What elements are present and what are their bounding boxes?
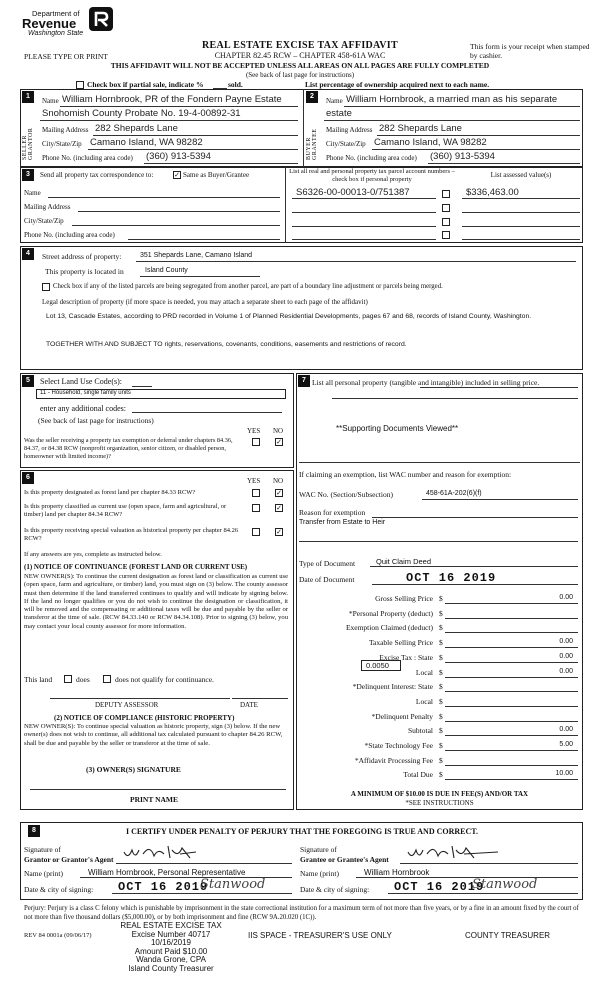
personal-property-checkbox[interactable] [442, 190, 450, 198]
historic-question: Is this property receiving special valuation as historical property per chapter 84.26 RCW? [24, 527, 239, 542]
personal-property-checkbox[interactable] [442, 231, 450, 239]
assessed-value[interactable]: $336,463.00 [466, 187, 519, 198]
same-as-buyer-label: Same as Buyer/Grantee [183, 171, 250, 179]
historic-no-checkbox[interactable]: ✓ [276, 528, 282, 536]
print-name-label: PRINT NAME [130, 795, 178, 804]
stamp-line: 10/16/2019 [150, 938, 192, 947]
logo-dept: Department of [32, 9, 80, 18]
grantor-print-name[interactable]: William Hornbrook, Personal Representative [88, 868, 246, 877]
parcel-number[interactable]: S6326-00-00013-0/751387 [296, 187, 410, 198]
tax-row-value[interactable]: 0.00 [559, 667, 573, 675]
does-label: does [76, 675, 90, 684]
supporting-docs-note[interactable]: **Supporting Documents Viewed** [336, 424, 459, 433]
buyer-city-label: City/State/Zip [326, 140, 366, 148]
land-use-value: 11 - Household, single family units [40, 390, 131, 396]
located-label: This property is located in [45, 267, 124, 276]
legal-description[interactable]: Lot 13, Cascade Estates, according to PRD recorded in Volume 1 of Planned Residential Developments, pages 67 and 68, records of Island County, Washington. [46, 313, 532, 320]
tax-row-currency: $ [439, 608, 443, 618]
partial-sale-label: Check box if partial sale, indicate % [87, 80, 204, 89]
tax-row-label: Gross Selling Price [375, 594, 433, 603]
current-use-no-checkbox[interactable]: ✓ [276, 504, 282, 512]
notice-compliance-body: NEW OWNER(S): To continue special valuation as historic property, sign (3) below. If the new owner(s) does not wish to continue, all additional tax calculated pursuant to chapter 84.26 RCW, shall be due and payable by the seller or transferor at the time of sale. [24, 723, 283, 747]
doc-type-label: Type of Document [299, 559, 356, 568]
buyer-side-label: BUYER GRANTEE [306, 128, 318, 160]
grantor-date-label: Date & city of signing: [24, 885, 94, 894]
section-number: 7 [298, 375, 310, 387]
exemption-reason[interactable]: Transfer from Estate to Heir [299, 519, 386, 526]
tax-row-currency: $ [439, 696, 443, 706]
tax-row-label: *Personal Property (deduct) [348, 608, 433, 618]
section-number: 2 [306, 91, 318, 103]
seller-city-label: City/State/Zip [42, 140, 82, 148]
tax-row-value[interactable]: 0.00 [559, 638, 573, 646]
street-address[interactable]: 351 Shepards Lane, Camano Island [140, 252, 253, 259]
buyer-city[interactable]: Camano Island, WA 98282 [374, 137, 487, 148]
s5-no: NO [273, 427, 284, 435]
personal-property-checkbox[interactable] [442, 218, 450, 226]
tax-row-value[interactable]: 0.00 [559, 594, 573, 601]
buyer-phone-label: Phone No. (including area code) [326, 154, 417, 162]
local-rate: 0.0050 [366, 661, 389, 670]
partial-sale-checkbox[interactable] [76, 81, 84, 89]
if-any-yes: If any answers are yes, complete as instructed below. [24, 551, 162, 558]
s6-yes: YES [247, 477, 261, 485]
grantee-date-label: Date & city of signing: [300, 885, 370, 894]
seller-phone[interactable]: (360) 913-5394 [146, 151, 211, 162]
land-use-label: Select Land Use Code(s): [40, 377, 122, 386]
grantee-print-label: Name (print) [300, 869, 339, 878]
county-treasurer-label: COUNTY TREASURER [465, 931, 551, 940]
section6-box [20, 470, 294, 810]
exemption-claim-label: If claiming an exemption, list WAC number and reason for exemption: [299, 470, 512, 479]
tax-row-currency: $ [439, 726, 443, 736]
tax-row-currency: $ [439, 682, 443, 692]
stamp-line: Island County Treasurer [128, 963, 214, 973]
tax-row-label: Taxable Selling Price [368, 638, 433, 648]
see-back-header: (See back of last page for instructions) [245, 71, 355, 79]
segregated-checkbox[interactable] [42, 283, 50, 291]
section-number: 6 [22, 472, 34, 484]
grantor-date[interactable]: OCT 16 2019 [118, 880, 209, 894]
wac-number[interactable]: 458-61A-202(6)(f) [426, 490, 482, 497]
pct-ownership-note: List percentage of ownership acquired next to each name. [305, 80, 490, 89]
tax-row-label: *Affidavit Processing Fee [354, 755, 433, 765]
segregated-label: Check box if any of the listed parcels are being segregated from another parcel, are part of a boundary line adjustment or parcels being merged. [53, 283, 443, 290]
wac-label: WAC No. (Section/Subsection) [299, 490, 393, 499]
buyer-phone[interactable]: (360) 913-5394 [430, 151, 495, 162]
seller-mailing-label: Mailing Address [42, 126, 89, 134]
assessed-header: List assessed value(s) [490, 171, 552, 179]
seller-mailing[interactable]: 282 Shepards Lane [95, 123, 178, 134]
grantee-date[interactable]: OCT 16 2019 [394, 880, 485, 894]
street-label: Street address of property: [42, 252, 122, 261]
same-as-buyer-checkbox[interactable]: ✓ [174, 171, 180, 179]
tax-row-currency: $ [439, 667, 443, 677]
please-type: PLEASE TYPE OR PRINT [24, 52, 108, 61]
personal-property-label: List all personal property (tangible and intangible) included in selling price. [312, 378, 540, 387]
tax-row-value[interactable]: 0.00 [559, 726, 573, 734]
notice-compliance-title: (2) NOTICE OF COMPLIANCE (HISTORIC PROPERTY) [54, 714, 235, 722]
buyer-name[interactable]: William Hornbrook, a married man as his separate [346, 94, 558, 105]
legal-label: Legal description of property (if more space is needed, you may attach a separate sheet to each page of the affidavit) [42, 298, 368, 306]
tax-row-label: Subtotal [407, 726, 433, 736]
current-use-question: Is this property classified as current use (open space, farm and agricultural, or timber) land per chapter 84.34 RCW? [24, 503, 227, 518]
certify-statement: I CERTIFY UNDER PENALTY OF PERJURY THAT THE FOREGOING IS TRUE AND CORRECT. [126, 827, 479, 836]
reason-label: Reason for exemption [299, 508, 366, 517]
tax-row-currency: $ [439, 594, 443, 603]
tax-row-label: Total Due [403, 770, 433, 780]
doc-date[interactable]: OCT 16 2019 [406, 571, 497, 585]
section4-box [20, 246, 583, 370]
s5-yes: YES [247, 427, 261, 435]
tax-row-currency: $ [439, 638, 443, 648]
revenue-logo-icon [88, 6, 114, 32]
tax-row-currency: $ [439, 623, 443, 633]
notice-continuance-body: NEW OWNER(S): To continue the current designation as forest land or classification as current use (open space, farm and agriculture, or timber) land, you must sign on (3) below. The county assessor must then determine if the land transferred continues to qualify and will indicate by signing below. If the land no longer qualifies or you do not wish to continue the designation or classification, it will be removed and the compensating or additional taxes will be due and payable by the seller or transferor at the time of sale. (RCW 84.33.140 or RCW 84.34.108). Prior to signing (3) below, you may contact your local county assessor for more information. [24, 573, 288, 630]
this-land-label: This land [24, 675, 53, 684]
seller-name[interactable]: William Hornbrook, PR of the Fondern Payne Estate [62, 94, 282, 105]
form-title: REAL ESTATE EXCISE TAX AFFIDAVIT [202, 40, 398, 51]
forest-yes-checkbox[interactable] [252, 489, 260, 497]
forest-no-checkbox[interactable]: ✓ [276, 489, 282, 497]
assessor-date-label: DATE [240, 701, 258, 709]
personal-property-checkbox[interactable] [442, 204, 450, 212]
doc-type[interactable]: Quit Claim Deed [376, 557, 432, 566]
s5-see-back: (See back of last page for instructions) [38, 416, 154, 425]
current-use-yes-checkbox[interactable] [252, 504, 260, 512]
tax-row-currency: $ [439, 652, 443, 662]
land-does-checkbox[interactable] [64, 675, 72, 683]
stamp-line: Excise Number 40717 [131, 929, 211, 939]
form-chapter: CHAPTER 82.45 RCW – CHAPTER 458-61A WAC [214, 51, 386, 60]
seller-side-label: SELLER GRANTOR [22, 127, 34, 160]
s3-city-label: City/State/Zip [24, 217, 64, 225]
tax-row-label: *Delinquent Interest: State [352, 682, 433, 692]
tax-row-currency: $ [439, 770, 443, 780]
tax-row-label: *Delinquent Penalty [371, 711, 433, 721]
form-warning: THIS AFFIDAVIT WILL NOT BE ACCEPTED UNLESS ALL AREAS ON ALL PAGES ARE FULLY COMPLETED [110, 61, 490, 70]
send-correspondence-label: Send all property tax correspondence to: [40, 171, 154, 179]
stamp-line: REAL ESTATE EXCISE TAX [120, 921, 222, 930]
section-number: 4 [22, 248, 34, 260]
legal-description-2[interactable]: TOGETHER WITH AND SUBJECT TO rights, reservations, covenants, conditions, easements and restrictions of record. [46, 341, 407, 348]
grantee-print-name[interactable]: William Hornbrook [364, 868, 430, 877]
sold-label: sold. [228, 80, 243, 89]
notice-continuance-title: (1) NOTICE OF CONTINUANCE (FOREST LAND OR CURRENT USE) [24, 563, 248, 571]
doc-date-label: Date of Document [299, 575, 355, 584]
exemption-no-checkbox[interactable]: ✓ [276, 438, 282, 446]
grantor-city[interactable]: Stanwood [200, 877, 266, 892]
tax-row-label: *State Technology Fee [364, 741, 433, 750]
s3-mailing-label: Mailing Address [24, 203, 71, 211]
does-not-label: does not qualify for continuance. [115, 675, 214, 684]
grantor-print-label: Name (print) [24, 869, 63, 878]
grantee-sig-label1: Signature of [300, 845, 337, 854]
county[interactable]: Island County [145, 267, 188, 274]
form-revision: REV 84 0001a (09/06/17) [24, 932, 92, 939]
forest-question: Is this property designated as forest land per chapter 84.33 RCW? [24, 489, 196, 496]
tax-row-value[interactable]: 0.00 [559, 652, 573, 660]
buyer-name-label: Name [326, 97, 343, 105]
buyer-name-line2[interactable]: estate [326, 108, 352, 119]
stamp-line: Amount Paid $10.00 [134, 946, 208, 956]
see-instructions-note: *SEE INSTRUCTIONS [405, 799, 474, 807]
seller-name-label: Name [42, 97, 59, 105]
perjury-notice: Perjury: Perjury is a class C felony which is punishable by imprisonment in the state correctional institution for a maximum term of not more than five years, or by a fine in an amount fixed by the court of not more than five thousand dollars ($5,000.00), or by both imprisonment and fine (RCW 9A.20.020 (1C)). [24, 905, 579, 921]
section-number: 1 [22, 91, 34, 103]
s3-phone-label: Phone No. (including area code) [24, 231, 115, 239]
tax-row-value[interactable]: 5.00 [559, 741, 573, 748]
historic-yes-checkbox[interactable] [252, 528, 260, 536]
tax-row-label: Exemption Claimed (deduct) [345, 623, 433, 633]
section-number: 5 [22, 375, 34, 387]
buyer-mailing[interactable]: 282 Shepards Lane [379, 123, 462, 134]
tax-row-label: Local [415, 696, 433, 706]
deputy-assessor-label: DEPUTY ASSESSOR [95, 701, 159, 709]
treasurer-stamp [96, 922, 246, 973]
receipt-note: This form is your receipt when stamped by cashier. [470, 42, 590, 60]
tax-row-currency: $ [439, 741, 443, 750]
minimum-due-note: A MINIMUM OF $10.00 IS DUE IN FEE(S) AND/OR TAX [350, 790, 529, 798]
section-number: 3 [22, 169, 34, 181]
exemption-yes-checkbox[interactable] [252, 438, 260, 446]
tax-row-currency: $ [439, 711, 443, 721]
grantee-signature[interactable] [404, 842, 504, 864]
logo-revenue: Revenue [22, 16, 77, 31]
tax-row-label: Excise Tax : State [379, 652, 433, 662]
grantor-sig-label2: Grantor or Grantor's Agent [24, 855, 114, 864]
treasurer-use-only: IIS SPACE - TREASURER'S USE ONLY [248, 931, 392, 940]
section-number: 8 [28, 825, 40, 837]
grantee-sig-label2: Grantee or Grantee's Agent [300, 855, 389, 864]
s6-no: NO [273, 477, 284, 485]
s3-name-label: Name [24, 189, 41, 197]
additional-codes-label: enter any additional codes: [40, 404, 126, 413]
grantee-city[interactable]: Stanwood [472, 877, 538, 892]
seller-phone-label: Phone No. (including area code) [42, 154, 133, 162]
tax-row-value[interactable]: 10.00 [555, 770, 573, 778]
buyer-mailing-label: Mailing Address [326, 126, 373, 134]
exemption-question: Was the seller receiving a property tax exemption or deferral under chapters 84.36, 84.37, or 84.38 RCW (nonprofit organization, senior citizen, or disabled person, homeowner with limited income)? [24, 437, 233, 460]
owner-signature-label: (3) OWNER(S) SIGNATURE [86, 765, 181, 774]
tax-row-currency: $ [439, 755, 443, 765]
grantor-sig-label1: Signature of [24, 845, 61, 854]
logo-state: Washington State [28, 30, 84, 37]
parcel-header: List all real and personal property tax parcel account numbers – check box if personal property [289, 168, 455, 183]
land-does-not-checkbox[interactable] [103, 675, 111, 683]
tax-row-label: Local [415, 667, 433, 677]
seller-name-line2[interactable]: Snohomish County Probate No. 19-4-00892-31 [42, 108, 241, 119]
grantor-signature[interactable] [120, 842, 210, 864]
seller-city[interactable]: Camano Island, WA 98282 [90, 137, 203, 148]
stamp-line: Wanda Grone, CPA [136, 955, 206, 964]
